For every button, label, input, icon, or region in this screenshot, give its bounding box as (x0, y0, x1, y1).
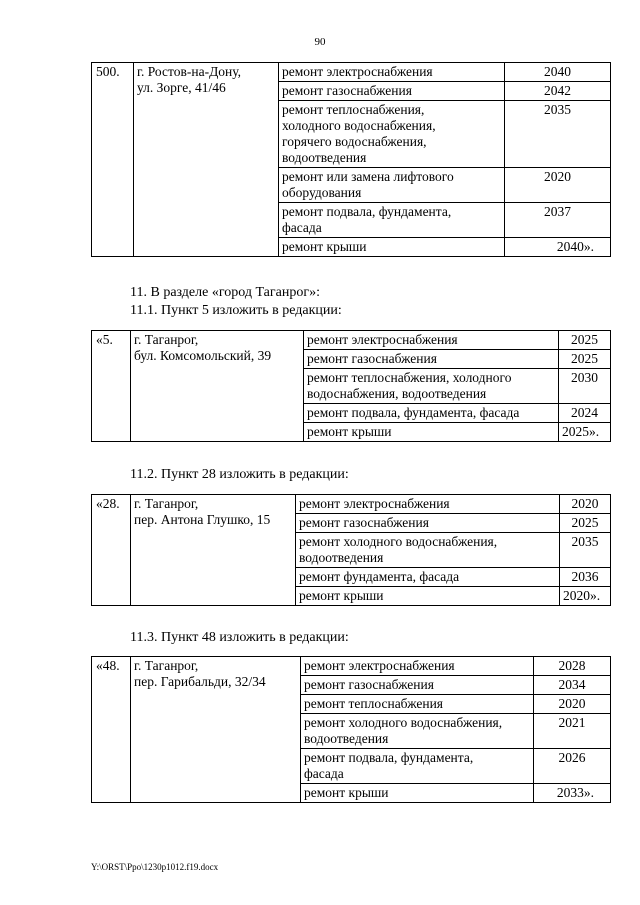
table-row (92, 495, 611, 514)
work-type: ремонт или замена лифтового оборудования (279, 168, 505, 203)
item-address: г. Таганрог, бул. Комсомольский, 39 (131, 331, 304, 442)
work-type: ремонт крыши (304, 423, 559, 442)
instruction-11-3: 11.3. Пункт 48 изложить в редакции: (130, 630, 349, 645)
work-type: ремонт теплоснабжения (301, 695, 534, 714)
work-type: ремонт теплоснабжения, холодного водоснабжения, горячего водоснабжения, водоотведения (279, 101, 505, 168)
work-type: ремонт подвала, фундамента, фасада (279, 203, 505, 238)
table-item-48 (91, 656, 611, 803)
work-year: 2020». (560, 587, 611, 606)
work-year: 2037 (505, 203, 611, 238)
work-year: 2028 (534, 657, 611, 676)
section-heading: 11. В разделе «город Таганрог»: (130, 285, 320, 300)
item-address: г. Ростов-на-Дону, ул. Зорге, 41/46 (134, 63, 279, 257)
work-year: 2020 (505, 168, 611, 203)
instruction-11-2: 11.2. Пункт 28 изложить в редакции: (130, 467, 349, 482)
work-type: ремонт крыши (296, 587, 560, 606)
work-year: 2034 (534, 676, 611, 695)
work-year: 2020 (560, 495, 611, 514)
work-type: ремонт газоснабжения (279, 82, 505, 101)
page-number: 90 (314, 36, 326, 48)
work-type: ремонт газоснабжения (296, 514, 560, 533)
work-type: ремонт холодного водоснабжения, водоотведения (296, 533, 560, 568)
table-row (92, 63, 611, 82)
item-number: «48. (92, 657, 131, 803)
work-year: 2033». (534, 784, 611, 803)
work-year: 2024 (559, 404, 611, 423)
work-type: ремонт крыши (301, 784, 534, 803)
work-type: ремонт теплоснабжения, холодного водоснабжения, водоотведения (304, 369, 559, 404)
table-row (92, 657, 611, 676)
work-year: 2026 (534, 749, 611, 784)
item-address: г. Таганрог, пер. Гарибальди, 32/34 (131, 657, 301, 803)
work-year: 2025 (559, 331, 611, 350)
instruction-11-1: 11.1. Пункт 5 изложить в редакции: (130, 303, 342, 318)
work-type: ремонт электроснабжения (304, 331, 559, 350)
work-type: ремонт фундамента, фасада (296, 568, 560, 587)
work-year: 2035 (505, 101, 611, 168)
work-year: 2025». (559, 423, 611, 442)
table-item-28 (91, 494, 611, 606)
item-number: 500. (92, 63, 134, 257)
work-year: 2040 (505, 63, 611, 82)
work-type: ремонт электроснабжения (301, 657, 534, 676)
work-year: 2025 (560, 514, 611, 533)
work-type: ремонт газоснабжения (304, 350, 559, 369)
table-item-5 (91, 330, 611, 442)
work-year: 2020 (534, 695, 611, 714)
work-type: ремонт подвала, фундамента, фасада (301, 749, 534, 784)
work-year: 2042 (505, 82, 611, 101)
work-year: 2035 (560, 533, 611, 568)
work-year: 2040». (505, 238, 611, 257)
work-type: ремонт газоснабжения (301, 676, 534, 695)
work-year: 2021 (534, 714, 611, 749)
file-path-footer: Y:\ORST\Ppo\1230p1012.f19.docx (91, 862, 219, 872)
work-year: 2025 (559, 350, 611, 369)
table-row (92, 331, 611, 350)
work-type: ремонт крыши (279, 238, 505, 257)
work-type: ремонт электроснабжения (279, 63, 505, 82)
item-number: «28. (92, 495, 131, 606)
work-type: ремонт холодного водоснабжения, водоотведения (301, 714, 534, 749)
item-number: «5. (92, 331, 131, 442)
work-year: 2030 (559, 369, 611, 404)
item-address: г. Таганрог, пер. Антона Глушко, 15 (131, 495, 296, 606)
work-type: ремонт электроснабжения (296, 495, 560, 514)
work-type: ремонт подвала, фундамента, фасада (304, 404, 559, 423)
table-item-500 (91, 62, 611, 257)
work-year: 2036 (560, 568, 611, 587)
